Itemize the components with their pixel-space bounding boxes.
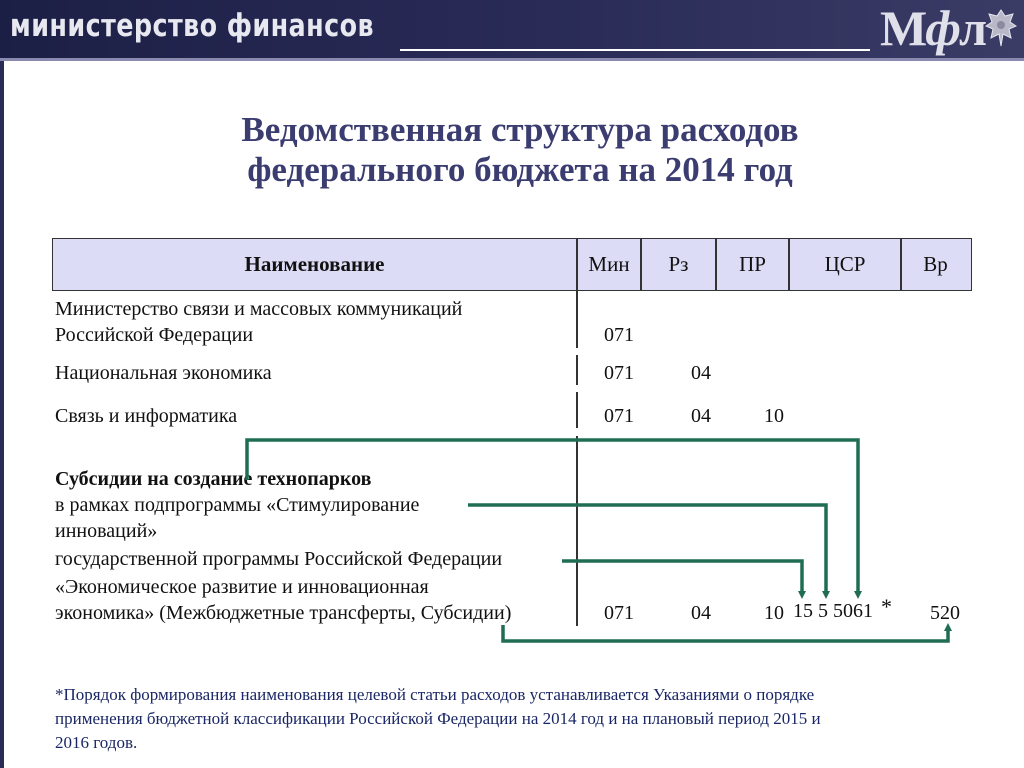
column-header-pr: ПР [739,252,766,276]
title-line-2: федерального бюджета на 2014 год [247,150,793,189]
row-name-line: Министерство связи и массовых коммуникаций [55,298,463,320]
logo-letter-l: л [959,0,986,56]
arrow-state-program-to-csr [562,561,802,595]
cell-min: 071 [604,602,634,624]
footnote-line: применения бюджетной классификации Российской Федерации на 2014 год и на плановый период 2015 и [55,709,821,728]
row-name-line: Связь и информатика [55,405,238,427]
row-name-line: в рамках подпрограммы «Стимулирование [55,494,420,516]
footnote [55,683,975,755]
csr-footnote-marker: * [881,594,892,619]
logo-letter-f: ф [925,0,959,56]
title-line-1: Ведомственная структура расходов [241,110,799,149]
cell-pr: 10 [764,405,784,427]
row-name-line: «Экономическое развитие и инновационная [55,576,429,598]
logo-letter-m: М [880,0,926,56]
row-name-line: экономика» (Межбюджетные трансферты, Субсидии) [55,602,512,624]
row-name-line: государственной программы Российской Федерации [55,548,503,570]
column-header-name: Наименование [244,252,385,276]
cell-rz: 04 [691,602,711,624]
cell-pr: 10 [764,602,784,624]
ministry-name: министерство финансов [10,8,374,44]
column-header-csr: ЦСР [824,252,866,276]
column-header-rz: Рз [668,252,689,276]
row-name-line: Российской Федерации [55,324,254,346]
cell-min: 071 [604,405,634,427]
cell-min: 071 [604,362,634,384]
cell-rz: 04 [691,405,711,427]
arrow-subprogram-to-csr [468,505,826,595]
cell-csr: 15 5 5061 [793,600,873,622]
row-name-line: Субсидии на создание технопарков [55,468,372,490]
arrow-transfers-to-vr [503,625,948,641]
column-header-vr: Вр [923,252,948,276]
cell-rz: 04 [691,362,711,384]
footnote-line: 2016 годов. [55,733,138,752]
row-name-line: инноваций» [55,520,158,542]
row-name-line: Национальная экономика [55,362,272,384]
cell-min: 071 [604,324,634,346]
cell-vr: 520 [930,602,960,624]
column-header-min: Мин [588,252,630,276]
footnote-line: *Порядок формирования наименования целевой статьи расходов устанавливается Указаниями о порядке [55,685,815,704]
arrow-program-to-csr [247,440,858,595]
